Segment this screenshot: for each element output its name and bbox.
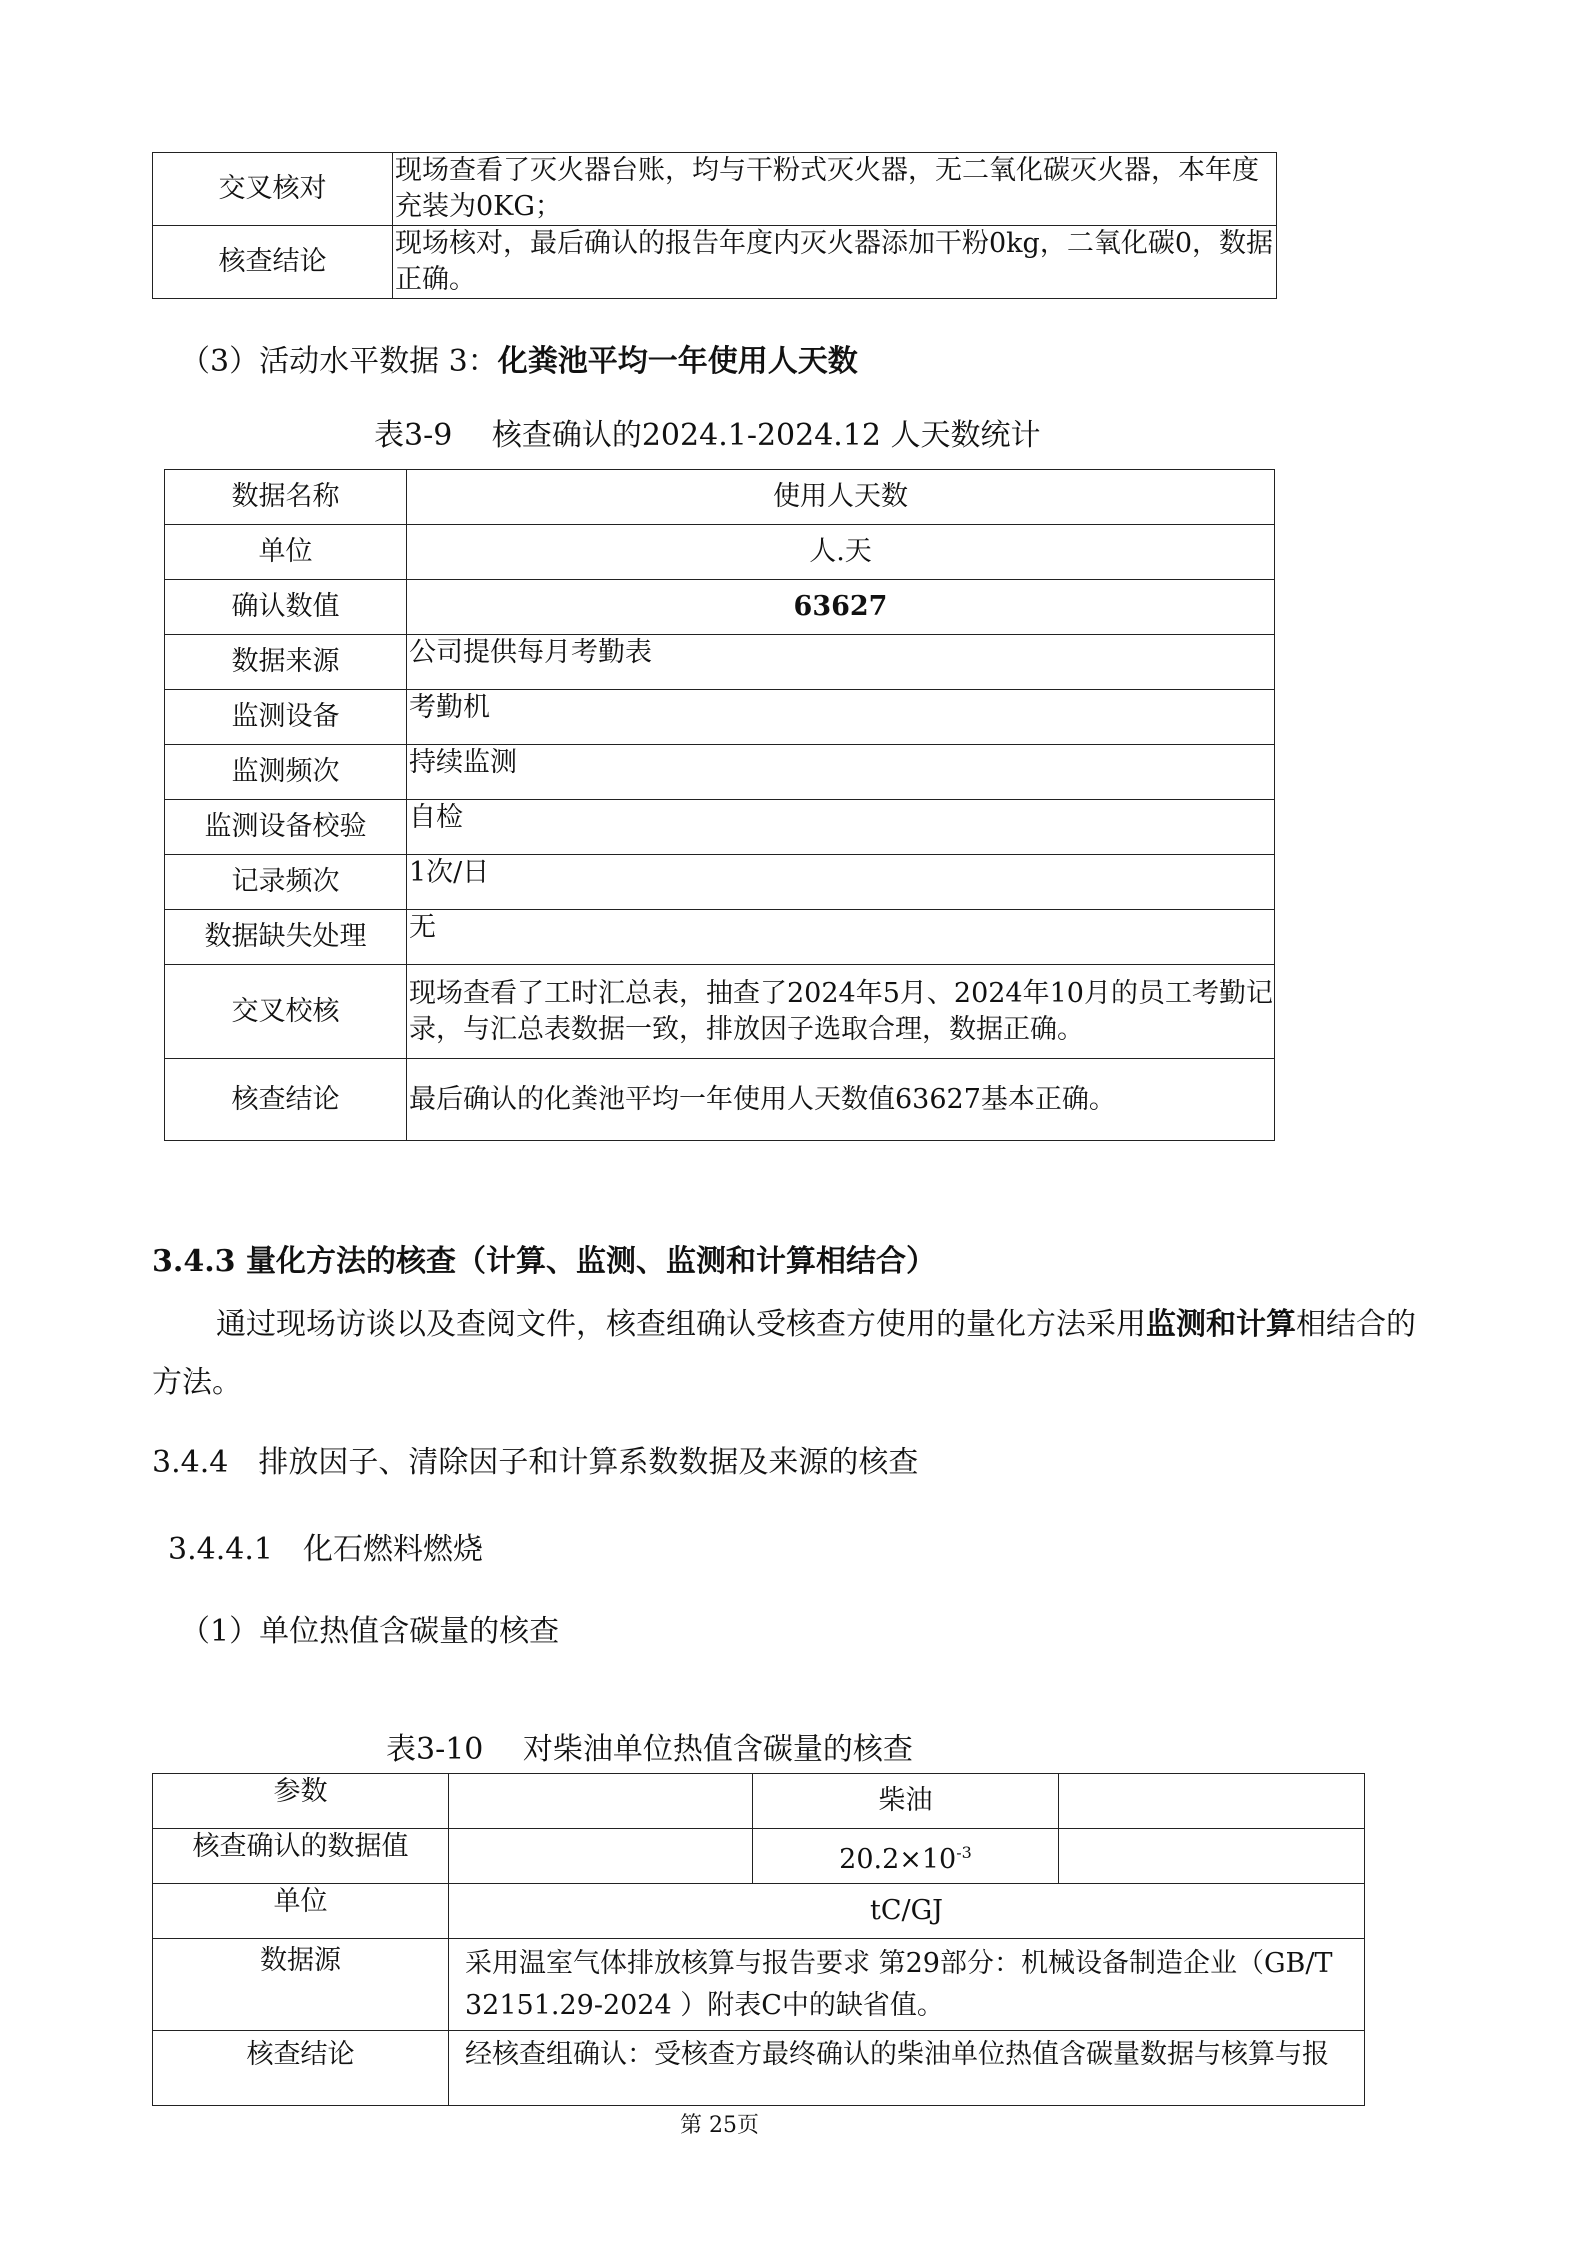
table-row <box>153 153 1277 226</box>
table-caption: 表3-10 对柴油单位热值含碳量的核查 <box>386 1732 913 1767</box>
heading-3-4-4: 3.4.4 排放因子、清除因子和计算系数数据及来源的核查 <box>152 1445 919 1480</box>
table-top <box>152 152 1277 299</box>
row-value: 人.天 <box>407 525 1275 580</box>
row-label: 数据名称 <box>165 470 407 525</box>
unit-cell: tC/GJ <box>449 1884 1365 1939</box>
row-label: 交叉校核 <box>165 965 407 1059</box>
table-row <box>153 1884 1365 1939</box>
paragraph-text-end: 相结合的方法。 <box>152 1307 1416 1400</box>
table-row <box>165 470 1275 525</box>
row-label: 监测频次 <box>165 745 407 800</box>
paragraph-emphasis: 监测和计算 <box>1146 1307 1296 1342</box>
heading-3-4-3: 3.4.3 量化方法的核查（计算、监测、监测和计算相结合） <box>152 1244 936 1279</box>
paragraph-3-4-3 <box>152 1296 1442 1412</box>
empty-cell <box>1059 1829 1365 1884</box>
row-value: 最后确认的化粪池平均一年使用人天数值63627基本正确。 <box>407 1059 1275 1141</box>
row-label: 核查结论 <box>153 226 393 299</box>
page-number: 第 25页 <box>680 2113 759 2138</box>
value-cell <box>753 1829 1059 1884</box>
paragraph-text: 通过现场访谈以及查阅文件，核查组确认受核查方使用的量化方法采用 <box>216 1307 1146 1342</box>
row-value: 1次/日 <box>407 855 1275 910</box>
conclusion-cell: 经核查组确认：受核查方最终确认的柴油单位热值含碳量数据与核算与报 <box>449 2031 1365 2106</box>
table-row <box>153 2031 1365 2106</box>
section-heading <box>180 342 858 382</box>
table-row <box>153 1939 1365 2031</box>
table-row <box>165 690 1275 745</box>
row-label: 参数 <box>153 1774 449 1829</box>
table-row <box>165 525 1275 580</box>
row-label: 核查结论 <box>153 2031 449 2106</box>
value-base: 20.2×10 <box>839 1843 957 1875</box>
heading-3-4-4-1: 3.4.4.1 化石燃料燃烧 <box>168 1532 483 1567</box>
table-caption: 表3-9 核查确认的2024.1-2024.12 人天数统计 <box>374 418 1041 453</box>
row-text: 现场核对，最后确认的报告年度内灭火器添加干粉0kg，二氧化碳0，数据正确。 <box>393 226 1277 299</box>
row-label: 单位 <box>153 1884 449 1939</box>
table-row <box>165 635 1275 690</box>
table-row <box>165 745 1275 800</box>
row-label: 记录频次 <box>165 855 407 910</box>
row-value: 使用人天数 <box>407 470 1275 525</box>
empty-cell <box>449 1774 753 1829</box>
source-cell: 采用温室气体排放核算与报告要求 第29部分：机械设备制造企业（GB/T 32151.29-2024 ）附表C中的缺省值。 <box>449 1939 1365 2031</box>
table-3-10 <box>152 1773 1365 2106</box>
table-row <box>165 910 1275 965</box>
row-label: 监测设备 <box>165 690 407 745</box>
table-row <box>165 855 1275 910</box>
row-label: 核查结论 <box>165 1059 407 1141</box>
value-exponent: -3 <box>956 1842 972 1862</box>
table-row <box>165 800 1275 855</box>
row-value: 公司提供每月考勤表 <box>407 635 1275 690</box>
row-text: 现场查看了灭火器台账，均与干粉式灭火器，无二氧化碳灭火器，本年度充装为0KG； <box>393 153 1277 226</box>
table-row <box>165 965 1275 1059</box>
table-row <box>165 1059 1275 1141</box>
table-row <box>165 580 1275 635</box>
row-value: 63627 <box>407 580 1275 635</box>
row-value: 自检 <box>407 800 1275 855</box>
row-label: 监测设备校验 <box>165 800 407 855</box>
row-label: 数据来源 <box>165 635 407 690</box>
row-value: 无 <box>407 910 1275 965</box>
row-value: 持续监测 <box>407 745 1275 800</box>
row-label: 数据源 <box>153 1939 449 2031</box>
section-prefix: （3）活动水平数据 3： <box>180 344 498 379</box>
empty-cell <box>1059 1774 1365 1829</box>
row-label: 数据缺失处理 <box>165 910 407 965</box>
row-label: 交叉核对 <box>153 153 393 226</box>
row-label: 确认数值 <box>165 580 407 635</box>
table-row <box>153 1774 1365 1829</box>
row-label: 核查确认的数据值 <box>153 1829 449 1884</box>
table-3-9 <box>164 469 1275 1141</box>
row-value: 考勤机 <box>407 690 1275 745</box>
subheading-1: （1）单位热值含碳量的核查 <box>180 1614 560 1649</box>
row-label: 单位 <box>165 525 407 580</box>
fuel-cell: 柴油 <box>753 1774 1059 1829</box>
row-value: 现场查看了工时汇总表，抽查了2024年5月、2024年10月的员工考勤记录，与汇总表数据一致，排放因子选取合理，数据正确。 <box>407 965 1275 1059</box>
empty-cell <box>449 1829 753 1884</box>
section-title: 化粪池平均一年使用人天数 <box>497 344 858 379</box>
table-row <box>153 1829 1365 1884</box>
table-row <box>153 226 1277 299</box>
